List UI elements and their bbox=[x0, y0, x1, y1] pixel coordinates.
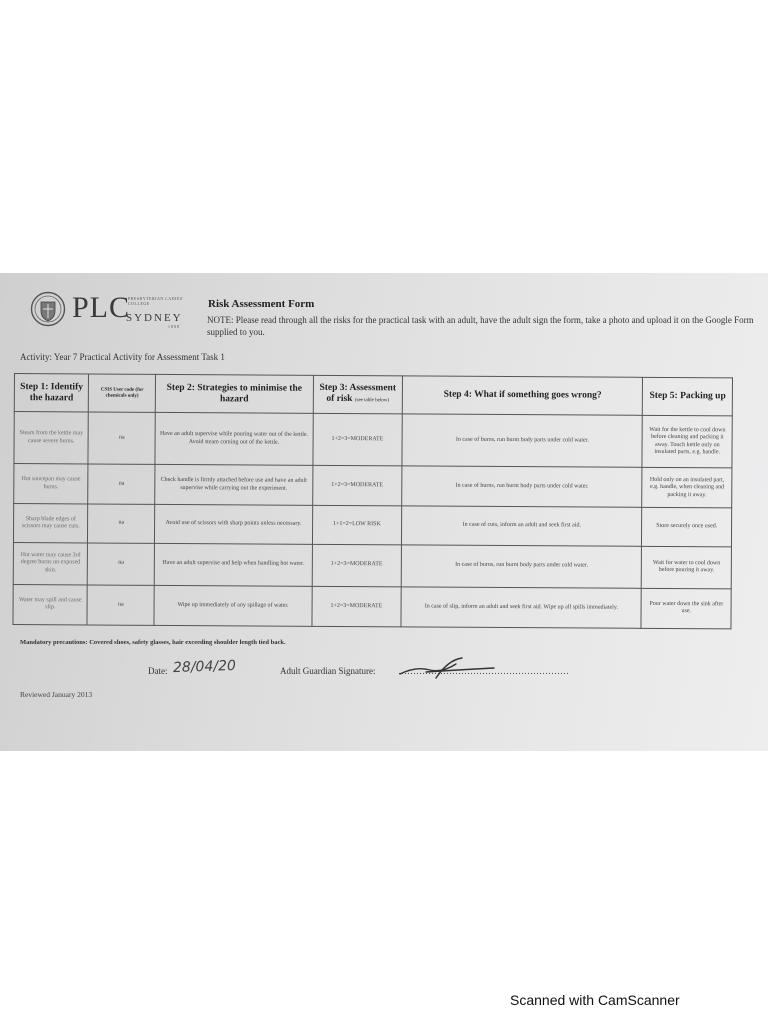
header-step2: Step 2: Strategies to minimise the hazard bbox=[155, 374, 313, 413]
logo-established: 1888 bbox=[168, 324, 180, 329]
plc-sydney-logo bbox=[30, 291, 190, 331]
wrong-cell: In case of cuts, inform an adult and seek first aid. bbox=[402, 506, 643, 546]
activity-line: Activity: Year 7 Practical Activity for Assessment Task 1 bbox=[20, 352, 225, 362]
mandatory-precautions: Mandatory precautions: Covered shoes, safety glasses, hair exceeding shoulder length tied back. bbox=[20, 639, 286, 646]
hazard-cell: Sharp blade edges of scissors may cause cuts. bbox=[13, 504, 88, 543]
reviewed-date: Reviewed January 2013 bbox=[20, 690, 93, 699]
wrong-cell: In case of burns, run burnt body parts under cold water. bbox=[401, 544, 642, 588]
logo-school-name: PRESBYTERIAN LADIES' COLLEGE bbox=[128, 296, 184, 306]
strategy-cell: Check handle is firmly attached before use and have an adult supervise while carrying out the experiment. bbox=[155, 465, 313, 506]
header-step5: Step 5: Packing up bbox=[643, 377, 733, 416]
wrong-cell: In case of slip, inform an adult and seek first aid. Wipe up all spills immediately. bbox=[401, 587, 642, 629]
header-step3-sub: (see table below) bbox=[354, 398, 390, 404]
risk-cell: 1+2=3=MODERATE bbox=[312, 544, 402, 587]
wrong-cell: In case of burns, run burnt body parts under cold water. bbox=[402, 414, 643, 468]
logo-sydney-text: SYDNEY bbox=[126, 312, 183, 324]
packing-cell: Store securely once used. bbox=[642, 508, 732, 547]
wrong-cell: In case of burns, run burnt body parts under cold water. bbox=[402, 466, 643, 508]
handwritten-signature bbox=[396, 654, 496, 682]
risk-cell: 1+2=3=MODERATE bbox=[312, 466, 402, 507]
table-row bbox=[14, 464, 732, 509]
table-row bbox=[13, 584, 731, 629]
table-row bbox=[13, 504, 731, 547]
scanned-form-page bbox=[0, 273, 768, 751]
signature-line: ………………………………………………… bbox=[398, 666, 569, 676]
risk-cell: 1+1=2=LOW RISK bbox=[312, 506, 402, 545]
csis-cell: na bbox=[87, 585, 154, 626]
table-row bbox=[13, 542, 731, 589]
csis-cell: na bbox=[88, 543, 155, 586]
strategy-cell: Have an adult supervise and help when handling hot water. bbox=[154, 543, 312, 586]
packing-cell: Wait for the kettle to cool down before cleaning and packing it away. Touch kettle only on insulated parts, e.g. handle. bbox=[642, 415, 732, 468]
table-row bbox=[14, 412, 732, 469]
form-title: Risk Assessment Form bbox=[208, 298, 315, 310]
packing-cell: Wait for water to cool down before pouring it away. bbox=[642, 546, 732, 589]
date-handwritten: 28/04/20 bbox=[172, 657, 237, 677]
date-label: Date: bbox=[148, 666, 168, 676]
hazard-cell: Hot saucepan may cause burns. bbox=[14, 464, 89, 505]
strategy-cell: Avoid use of scissors with sharp points unless necessary. bbox=[155, 505, 313, 544]
csis-cell: na bbox=[88, 412, 155, 465]
header-csis: CSIS User code (for chemicals only) bbox=[89, 374, 156, 412]
csis-cell: na bbox=[88, 464, 155, 505]
hazard-cell: Water may spill and cause slip. bbox=[13, 584, 88, 625]
logo-plc-text: PLC bbox=[72, 291, 131, 324]
hazard-cell: Hot water may cause 3rd degree burns on exposed skin. bbox=[13, 542, 88, 585]
header-step3-title: Step 3: Assessment of risk bbox=[319, 382, 397, 405]
risk-assessment-table bbox=[12, 373, 733, 629]
signature-label: Adult Guardian Signature: bbox=[280, 666, 376, 676]
risk-cell: 1+2=3=MODERATE bbox=[312, 586, 402, 627]
csis-cell: na bbox=[88, 504, 155, 543]
packing-cell: Pour water down the sink after use. bbox=[641, 588, 731, 629]
form-note: NOTE: Please read through all the risks for the practical task with an adult, have the adult sign the form, take a photo and upload it on the Google Form supplied to you. bbox=[207, 315, 754, 337]
table-header-row bbox=[14, 374, 732, 416]
hazard-cell: Steam from the kettle may cause severe burns. bbox=[14, 412, 89, 465]
strategy-cell: Have an adult supervise while pouring water out of the kettle. Avoid steam coming out of the kettle. bbox=[155, 412, 313, 465]
header-step1: Step 1: Identify the hazard bbox=[14, 374, 89, 412]
header-step4: Step 4: What if something goes wrong? bbox=[402, 376, 643, 415]
risk-cell: 1+2=3=MODERATE bbox=[313, 413, 403, 466]
strategy-cell: Wipe up immediately of any spillage of water. bbox=[154, 585, 312, 626]
school-crest-icon bbox=[30, 291, 66, 327]
packing-cell: Hold only on an insulated part, e.g. handle, when cleaning and packing it away. bbox=[642, 468, 732, 509]
header-step3 bbox=[313, 375, 403, 414]
camscanner-watermark: Scanned with CamScanner bbox=[510, 992, 680, 1008]
